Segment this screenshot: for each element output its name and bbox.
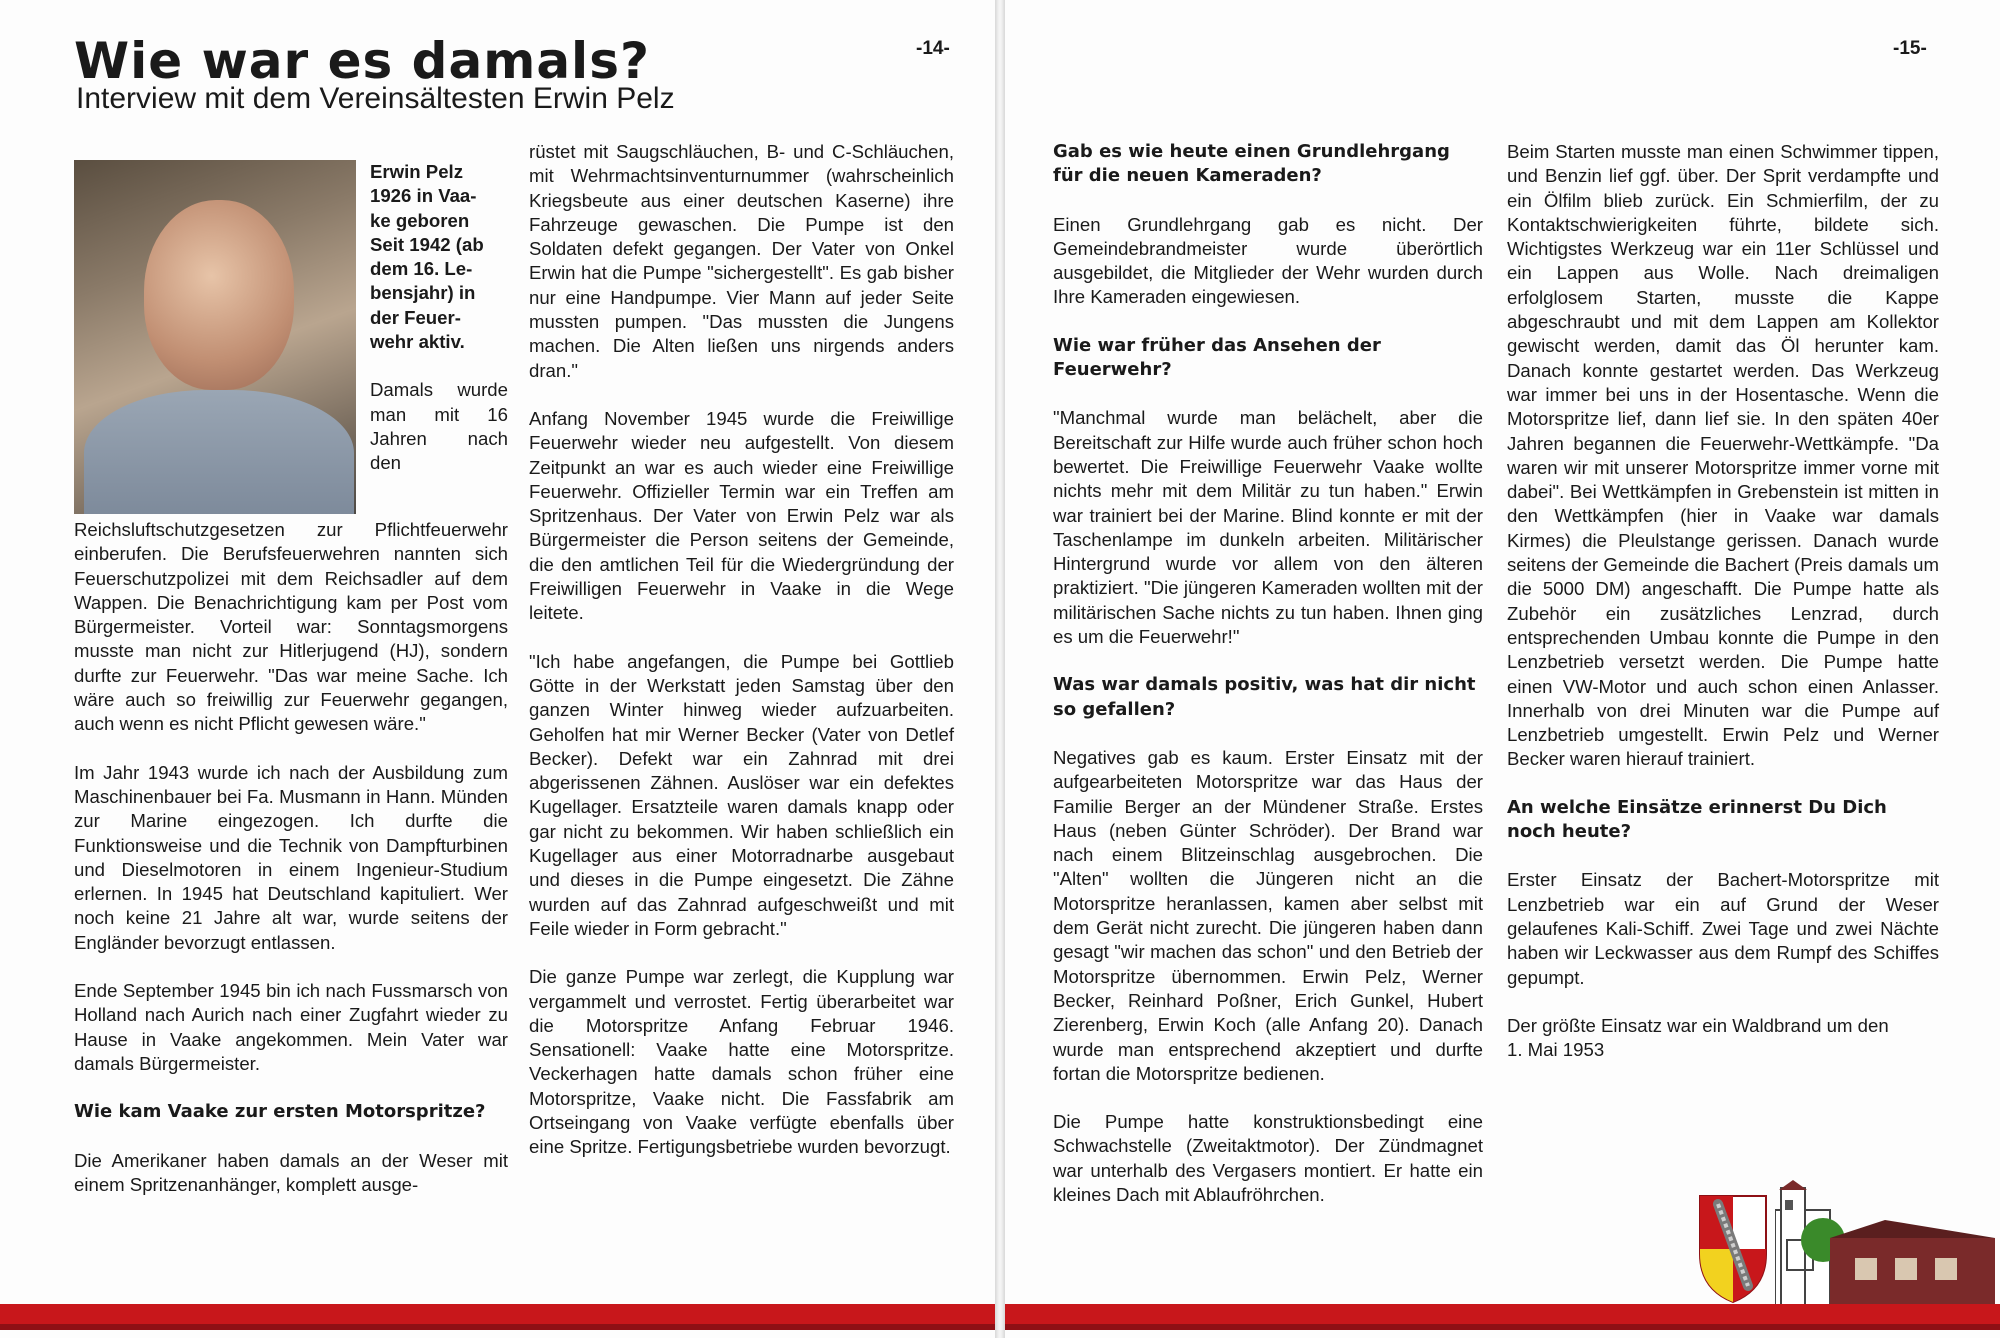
portrait-photo — [74, 160, 356, 514]
footer-band — [1005, 1304, 2000, 1324]
paragraph: Einen Grundlehrgang gab es nicht. Der Gemeindebrandmeister wurde überörtlich ausgebildet, die Mitglieder der Wehr wurden durch Ihre Kameraden eingewiesen. — [1053, 213, 1483, 308]
paragraph-date: 1. Mai 1953 — [1507, 1039, 1605, 1061]
paragraph: Die Pumpe hatte konstruktionsbedingt eine Schwachstelle (Zweitaktmotor). Der Zündmagnet war unterhalb des Vergasers montiert. Er hatte ein kleines Dach mit Ablaufröhrchen. — [1053, 1111, 1483, 1205]
paragraph: Im Jahr 1943 wurde ich nach der Ausbildung zum Maschinenbauer bei Fa. Musmann in Hann. Münden zur Marine eingezogen. Ich durfte die Funktionsweise und die Technik von Dampfturbinen und Dieselmotoren in einem Ingenieur-Studium erlernen. In 1945 hat Deutschland kapituliert. Wer noch keine 21 Jahre alt war, wurde seitens der Engländer bevorzugt entlassen. — [74, 761, 508, 953]
article-subtitle: Interview mit dem Vereinsältesten Erwin Pelz — [76, 82, 675, 115]
paragraph: Die ganze Pumpe war zerlegt, die Kupplung war vergammelt und verrostet. Fertig überarbeitet war die Motorspritze Anfang Februar 1946. Sensationell: Vaake hatte eine Motorspritze. Veckerhagen hatte damals schon früher eine Motorspritze, Vaake nicht. Die Fassfabrik am Ortseingang von Vaake verfügte ebenfalls über eine Spritze. Fertigungsbetriebe wurden bevorzugt. — [529, 966, 954, 1158]
paragraph: Der größte Einsatz war ein Waldbrand um den — [1507, 1014, 1889, 1036]
page-number: -14- — [916, 38, 950, 59]
coat-of-arms-icon — [1698, 1194, 1768, 1304]
page-left — [0, 0, 995, 1338]
paragraph: Negatives gab es kaum. Erster Einsatz mit der aufgearbeiteten Motorspritze war das Haus der Familie Berger an der Mündener Straße. Erstes Haus (neben Günter Schröder). Der Brand war nach einem Blitzeinschlag ausgebrochen. Die "Alten" wollten die Jüngeren nicht an die Motorspritze heranlassen, kamen aber selbst mit dem Gerät nicht zurecht. Die jüngeren haben dann gesagt "wir machen das schon" und den Betrieb der Motorspritze übernommen. Erwin Pelz, Werner Becker, Reinhard Poßner, Erich Gunkel, Hubert Zierenberg, Erwin Koch (alle Anfang 20). Danach wurde man entsprechend akzeptiert und durfte fortan die Motorspritze bedienen. — [1053, 746, 1483, 1084]
section-heading: Was war damals positiv, was hat dir nicht so gefallen? — [1053, 674, 1476, 720]
intro-bold: Erwin Pelz 1926 in Vaa- ke geboren Seit 1942 (ab dem 16. Le- bensjahr) in der Feuer- wehr aktiv. — [370, 161, 484, 353]
section-heading: An welche Einsätze erinnerst Du Dich noch heute? — [1507, 796, 1887, 843]
column-3 — [1053, 140, 1483, 1231]
page-number: -15- — [1893, 38, 1927, 59]
section-heading: Wie war früher das Ansehen der Feuerwehr? — [1053, 334, 1381, 381]
section-heading: Wie kam Vaake zur ersten Motorspritze? — [74, 1101, 486, 1123]
fire-station-illustration — [1775, 1180, 2000, 1310]
paragraph: "Ich habe angefangen, die Pumpe bei Gottlieb Götte in der Werkstatt jeden Samstag über den ganzen Winter hinweg wieder aufzuarbeiten. Geholfen hat mir Werner Becker (Vater von Detlef Becker). Defekt war ein Zahnrad mit drei abgerissenen Zähnen. Auslöser war ein defektes Kugellager. Ersatzteile waren damals knapp oder gar nicht zu bekommen. Wir haben schließlich ein Kugellager aus einer Motorradnarbe ausgebaut und dieses in die Pumpe eingesetzt. Die Zähne wurden auf das Zahnrad aufgeschweißt und mit Feile wieder in Form gebracht." — [529, 650, 954, 939]
paragraph: Ende September 1945 bin ich nach Fussmarsch von Holland nach Aurich nach einer Zugfahrt wieder zu Hause in Vaake angekommen. Mein Vater war damals Bürgermeister. — [74, 980, 508, 1074]
column-1 — [74, 160, 508, 1221]
paragraph: Anfang November 1945 wurde die Freiwillige Feuerwehr wieder neu aufgestellt. Von diesem Zeitpunkt an war es auch wieder eine Freiwillige Feuerwehr. Offizieller Termin war ein Treffen am Spritzenhaus. Der Vater von Erwin Pelz war als Bürgermeister die Person seitens der Gemeinde, die den amtlichen Teil für die Wiedergründung der Freiwilligen Feuerwehr in Vaake in die Wege leitete. — [529, 407, 954, 624]
column-2 — [529, 140, 954, 1184]
footer-band — [0, 1304, 995, 1324]
paragraph: Erster Einsatz der Bachert-Motorspritze mit Lenzbetrieb war ein auf Grund der Weser gelaufenes Kali-Schiff. Zwei Tage und zwei Nächte haben wir Leckwasser aus dem Rumpf des Schiffes gepumpt. — [1507, 869, 1939, 988]
paragraph: Damals wurde man mit 16 Jahren nach den Reichsluftschutzgesetzen zur Pflichtfeuerwehr einberufen. Die Berufsfeuerwehren nannten sich Feuerschutzpolizei mit dem Reichsadler auf dem Wappen. Die Benachrichtigung kam per Post vom Bürgermeister. Vorteil war: Sonntagsmorgens musste man nicht zur Hitlerjugend (HJ), sondern durfte zur Feuerwehr. "Das war meine Sache. Ich wäre auch so freiwillig zur Feuerwehr gegangen, auch wenn es nicht Pflicht gewesen wäre." — [74, 379, 508, 735]
page-gutter — [995, 0, 1005, 1338]
column-4 — [1507, 140, 1939, 1062]
paragraph: Beim Starten musste man einen Schwimmer tippen, und Benzin lief ggf. über. Der Sprit verdampfte und ein Ölfilm blieb zurück. Ein Schmierfilm, der zu Kontaktschwierigkeiten führte, bildete sich. Wichtigstes Werkzeug war ein 11er Schlüssel und ein Lappen aus Wolle. Nach dreimaligen erfolglosem Starten, musste die Kappe abgeschraubt und mit dem Lappen am Kollektor gewischt werden, damit das Öl herunter kam. Danach konnte gestartet werden. Das Werkzeug war immer bei uns in der Hosentasche. Wenn die Motorspritze lief, dann lief sie. In den späten 40er Jahren begannen die Feuerwehr-Wettkämpfe. "Da waren wir mit unserer Motorspritze immer vorne mit dabei". Bei Wettkämpfen in Grebenstein ist mitten in den Wettkämpfen (hier in Vaake war damals Kirmes) die Pleulstange gerissen. Danach wurde seitens der Gemeinde die Bachert (Preis damals um die 5000 DM) angeschafft. Die Pumpe hatte als Zubehör ein zusätzliches Lenzrad, durch entsprechenden Umbau konnte die Pumpe in den Lenzbetrieb versetzt werden. Die Pumpe hatte einen VW-Motor und auch schon einen Anlasser. Innerhalb von drei Minuten war die Pumpe auf Lenzbetrieb umgestellt. Erwin Pelz und Werner Becker waren hierauf trainiert. — [1507, 141, 1939, 770]
paragraph: rüstet mit Saugschläuchen, B- und C-Schläuchen, mit Wehrmachtsinventurnummer (wahrscheinlich Kriegsbeute aus einer deutschen Kaserne) ihre Fahrzeuge gewaschen. Die Pumpe ist den Soldaten defekt gegangen. Der Vater von Onkel Erwin hat die Pumpe "sichergestellt". Es gab bisher nur eine Handpumpe. Vier Mann auf jeder Seite mussten pumpen. "Das mussten die Jungens machen. Die Alten ließen uns nirgends anders dran." — [529, 141, 954, 381]
page-right — [1005, 0, 2000, 1338]
article-title: Wie war es damals? — [74, 32, 650, 90]
section-heading: Gab es wie heute einen Grundlehrgang für die neuen Kameraden? — [1053, 141, 1450, 187]
paragraph: Die Amerikaner haben damals an der Weser mit einem Spritzenanhänger, komplett ausge- — [74, 1149, 508, 1195]
paragraph: "Manchmal wurde man belächelt, aber die Bereitschaft zur Hilfe wurde auch früher schon hoch bewertet. Die Freiwillige Feuerwehr Vaake wollte nichts mehr mit dem Militär zu tun haben." Erwin war trainiert bei der Marine. Blind konnte er mit der Taschenlampe im dunkeln arbeiten. Militärischer Hintergrund wurde vor allem von den älteren praktiziert. "Die jüngeren Kameraden wollten mit der militärischen Sache nichts zu tun haben. Ihnen ging es um die Feuerwehr!" — [1053, 407, 1483, 648]
